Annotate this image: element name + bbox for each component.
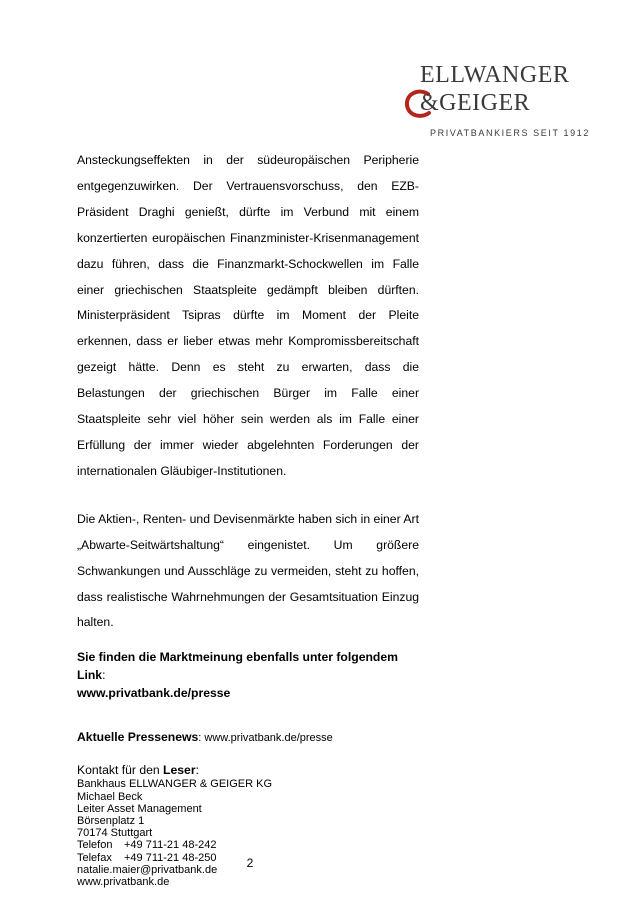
contact-phone-row xyxy=(77,839,419,851)
contact-email[interactable]: natalie.maier@privatbank.de xyxy=(77,863,218,876)
contact-heading-suffix: : xyxy=(195,763,199,778)
logo-tagline: PRIVATBANKIERS SEIT 1912 xyxy=(430,128,590,138)
page-number: 2 xyxy=(246,856,254,870)
pressenews-label: Aktuelle Pressenews xyxy=(77,730,199,745)
contact-company: Bankhaus ELLWANGER & GEIGER KG xyxy=(77,778,273,791)
paragraph-1: Ansteckungseffekten in der südeuropäischen Peripherie entgegenzuwirken. Der Vertrauensvorschuss, den EZB-Präsident Draghi genießt, dürfte im Verbund mit einem konzertierten europäischen Finanzminister-Krisenmanagement dazu führen, dass die Finanzmarkt-Schockwellen im Falle einer griechischen Staatspleite gedämpft bleiben dürften. Ministerpräsident Tsipras dürfte im Moment der Pleite erkennen, dass er lieber etwas mehr Kompromissbereitschaft gezeigt hätte. Denn es steht zu erwarten, dass die Belastungen der griechischen Bürger im Falle einer Staatspleite sehr viel höher sein werden als im Falle einer Erfüllung der immer wieder abgelehnten Forderungen der internationalen Gläubiger-Institutionen. xyxy=(77,153,419,478)
contact-heading xyxy=(77,762,419,778)
pressenews-line xyxy=(77,729,419,746)
link-intro: Sie finden die Marktmeinung ebenfalls unter folgendem Link xyxy=(77,650,398,683)
contact-web[interactable]: www.privatbank.de xyxy=(77,875,170,888)
pressenews-link[interactable]: www.privatbank.de/presse xyxy=(204,732,333,745)
document-body xyxy=(77,148,419,888)
fax-label: Telefax xyxy=(77,851,112,864)
bank-logo xyxy=(398,62,590,142)
contact-heading-prefix: Kontakt für den xyxy=(77,763,164,778)
fax-number: +49 711-21 48-250 xyxy=(124,851,217,864)
contact-block xyxy=(77,778,419,888)
presse-link[interactable]: www.privatbank.de/presse xyxy=(77,686,231,701)
logo-name-line2: &GEIGER xyxy=(420,90,531,116)
phone-number: +49 711-21 48-242 xyxy=(124,839,217,852)
contact-name: Michael Beck xyxy=(77,790,143,803)
link-colon: : xyxy=(102,668,106,683)
contact-city: 70174 Stuttgart xyxy=(77,827,153,840)
phone-label: Telefon xyxy=(77,839,113,852)
contact-heading-bold: Leser xyxy=(163,763,196,778)
link-block xyxy=(77,648,419,702)
contact-role: Leiter Asset Management xyxy=(77,802,202,815)
logo-name-line1: ELLWANGER xyxy=(420,62,570,88)
pressenews-colon: : xyxy=(198,732,202,745)
paragraph-2: Die Aktien-, Renten- und Devisenmärkte haben sich in einer Art „Abwarte-Seitwärtshaltung“ eingenistet. Um größere Schwankungen und Ausschläge zu vermeiden, steht zu hoffen, dass realistische Wahrnehmungen der Gesamtsituation Einzug halten. xyxy=(77,511,419,630)
contact-street: Börsenplatz 1 xyxy=(77,814,145,827)
